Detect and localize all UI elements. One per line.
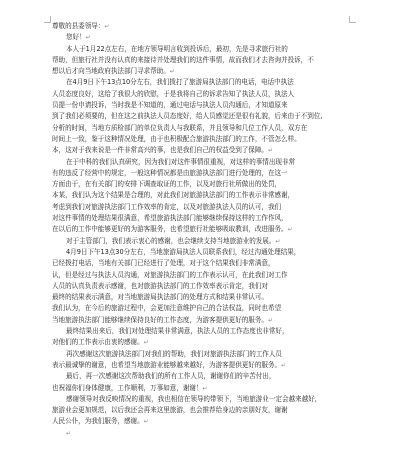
text-line: 最终结果出来后，我们对处理结果非常满意，执法人员的工作态度也非常好，	[66, 327, 289, 336]
page-corner-mark-top-left	[44, 16, 51, 23]
paragraph-mark-icon: ↵	[104, 23, 110, 30]
text-line: 本某，我们认为这个结果是合理的，对此我们对旅游执法部门的工作表示非常感谢，	[52, 191, 295, 200]
paragraph-mark-icon: ↵	[287, 226, 293, 234]
text-line: 考虑到我们对旅游执法部门工作效率的肯定，以及对旅游执法人员的认可，我们	[52, 202, 282, 211]
document-body[interactable]	[52, 21, 352, 439]
paragraph-mark-icon: ↵	[202, 384, 208, 392]
text-line: 认，但是经过与执法人员沟通，对旅游执法部门的工作表示认可，在此我们对工作	[52, 270, 288, 279]
text-line: 已经拨打电话，当地有关部门已经进行了处理，对于这个结果我们非常满意，	[52, 259, 275, 268]
greeting-line: 您好！↵	[66, 33, 91, 42]
paragraph-mark-icon: ↵	[275, 237, 281, 245]
text-line: 时间上一致，鉴于这种情况处理，由于也积极配合旅游执法部门的工作，不管怎么样。	[52, 134, 301, 143]
text-line: 想以后才向当地政府执法部门寻求帮助。↵	[52, 67, 175, 76]
empty-paragraph	[52, 428, 352, 439]
text-line: 到了我们必须要的，但在这之前执法人员态度好，给人员感觉还是很有礼貌，后来由于不到位,	[52, 112, 323, 121]
text-line: 在于中科的我们认真研究，因为我们对这件事情很重视，对这样的事情出现非常	[66, 157, 296, 166]
text-line: 最终的结果表示满意，对当地旅游局执法部门的处理方式和结果非常认可。	[52, 293, 268, 302]
paragraph-mark-icon: ↵	[85, 34, 91, 42]
text-line: 对他们的工作表示由衷的感谢。↵	[52, 338, 149, 347]
text-line: 帮助，但旅行社并没有认真的来接待并处理我们的这件事情，故而我们才去咨询并投诉，不	[52, 55, 314, 64]
text-line: 对这件事情的处理结果很满意，希望旅游执法部门能够继续保持这样的工作作风，	[52, 214, 288, 223]
text-line: 感谢领导对我反映情况的重视，我也相信在领导的带领下，当地旅游业一定会越来越好，	[66, 394, 322, 403]
text-line: 我们认为，在今后的旅游过程中，会更加注意维护自己的合法权益，同时也希望	[52, 304, 282, 313]
text-line: 在以后的工作中能够更好的为游客服务，也希望旅行社能够吸取教训，改进服务。↵	[52, 225, 293, 234]
text-line: 最后，再一次感谢这次帮助我们的所有工作人员，谢谢你们的辛苦付出，	[66, 372, 276, 381]
text-line: 旅游业会更加规范，以后我还会再来这里旅游，也会推荐给身边的亲朋好友，谢谢	[52, 406, 288, 415]
text-line: 表示最诚挚的谢意，也希望当地旅游业能够越来越好，为游客提供更好的服务。↵	[52, 360, 287, 369]
paragraph-mark-icon: ↵	[267, 147, 273, 155]
text-line: 分析的时间，当地方质检部门的单位负责人与我联系，并且领导和几位工作人员，双方在	[52, 123, 308, 132]
text-line: 再次感谢这次旅游执法部门对我们的帮助，我们对旅游执法部门的工作人员	[66, 349, 282, 358]
text-line: 4月9日下午13点30分左右，当地旅游局执法人员联系我们，经过沟通处理结果，	[66, 247, 301, 256]
text-line: 人员的认真负责表示感谢，也对旅游执法部门的工作效率表示肯定，我们对	[52, 281, 268, 290]
text-line: 本人于1月22点左右，在地方领导明言收到投诉后，最初，先是寻求旅行社的	[66, 44, 288, 53]
text-line: 人民公仆，为我们服务，感谢。↵	[52, 417, 149, 426]
paragraph-mark-icon: ↵	[143, 418, 149, 426]
text-line: 人员态度良好，这给了我很大的欣慰，于是我将自己的诉求告知了执法人员，执法人	[52, 89, 295, 98]
text-line: 当地旅游执法部门能够继续保持良好的工作态度，为游客提供更好的服务。↵	[52, 315, 273, 324]
text-line: 员提一份申请投诉，当时我是不知道的，通过电话与执法人员沟通后，才知道原来	[52, 101, 288, 110]
text-line: 对于主管部门，我们表示衷心的感谢，也会继续支持当地旅游业的发展。↵	[66, 236, 281, 245]
paragraph-mark-icon: ↵	[267, 316, 273, 324]
text-line: 在4月9日下午13点10分左右，我们拨打了旅游局执法部门的电话，电话中执法	[66, 78, 294, 87]
paragraph-mark-icon: ↵	[66, 429, 71, 437]
text-line: 也祝福你们身体健康，工作顺利，万事如意，谢谢！↵	[52, 383, 208, 392]
text-line: 有的违反了经营中的规定，一般这种情况都是由旅游执法部门进行处理的，在这一	[52, 168, 288, 177]
text-line: 本，这对于我来说是一件非常高兴的事，也是我们自己的权益受到了保障。↵	[52, 146, 273, 155]
paragraph-mark-icon: ↵	[281, 361, 287, 369]
text-line: 方面由于，在有关部门的安排下调查取证的工作，以及对旅行社所做出的处罚，	[52, 180, 282, 189]
salutation-line: 尊敬的县委领导：↵	[52, 22, 110, 30]
paragraph-mark-icon: ↵	[143, 339, 149, 347]
letter-paragraphs	[52, 44, 352, 428]
paragraph-mark-icon: ↵	[169, 68, 175, 76]
